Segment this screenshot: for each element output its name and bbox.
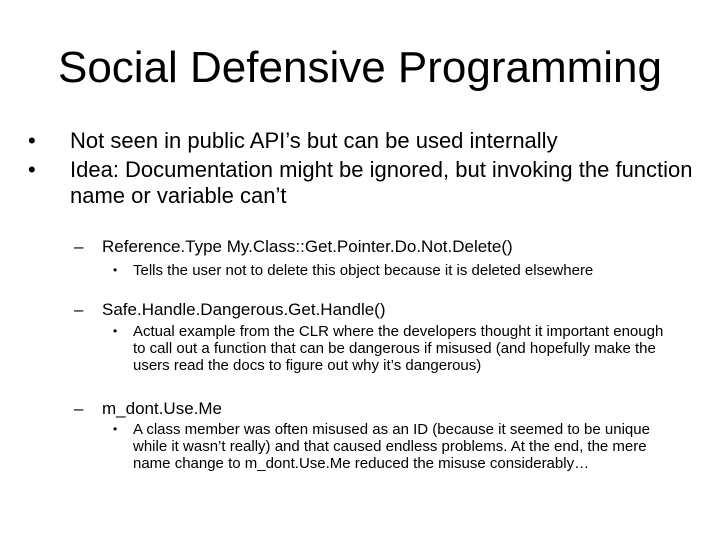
detail-marker: • [113, 263, 118, 277]
detail-text: Tells the user not to delete this object because it is deleted elsewhere [133, 262, 594, 279]
sub-bullet-item [74, 299, 692, 320]
bullet-marker: • [28, 128, 36, 153]
sub-bullet-text: m_dont.Use.Me [102, 399, 222, 418]
detail-marker: • [113, 324, 118, 338]
detail-text: Actual example from the CLR where the developers thought it important enough to call out a function that can be dangerous if misused (and hopefully make the users read the docs to figure out why it’s dangerous) [133, 323, 664, 374]
bullet-text: Not seen in public API’s but can be used internally [70, 128, 558, 153]
sub-bullet-item [74, 236, 692, 257]
detail-text: A class member was often misused as an ID (because it seemed to be unique while it wasn’t really) and that caused endless problems. At the end, the mere name change to m_dont.Use.Me reduced the misuse considerably… [133, 421, 650, 472]
sub-bullet-item [74, 398, 692, 419]
bullet-marker: • [28, 157, 36, 182]
slide-title: Social Defensive Programming [57, 43, 663, 92]
detail-item [113, 421, 677, 472]
dash-marker: – [74, 300, 84, 319]
sub-bullet-text: Safe.Handle.Dangerous.Get.Handle() [102, 300, 386, 319]
bullet-item [28, 157, 696, 209]
bullet-item [28, 128, 696, 154]
bullet-text: Idea: Documentation might be ignored, but invoking the function name or variable can’t [70, 157, 693, 208]
dash-marker: – [74, 399, 84, 418]
detail-marker: • [113, 422, 118, 436]
dash-marker: – [74, 237, 84, 256]
sub-bullet-text: Reference.Type My.Class::Get.Pointer.Do.Not.Delete() [102, 237, 513, 256]
detail-item [113, 262, 677, 279]
detail-item [113, 323, 677, 374]
